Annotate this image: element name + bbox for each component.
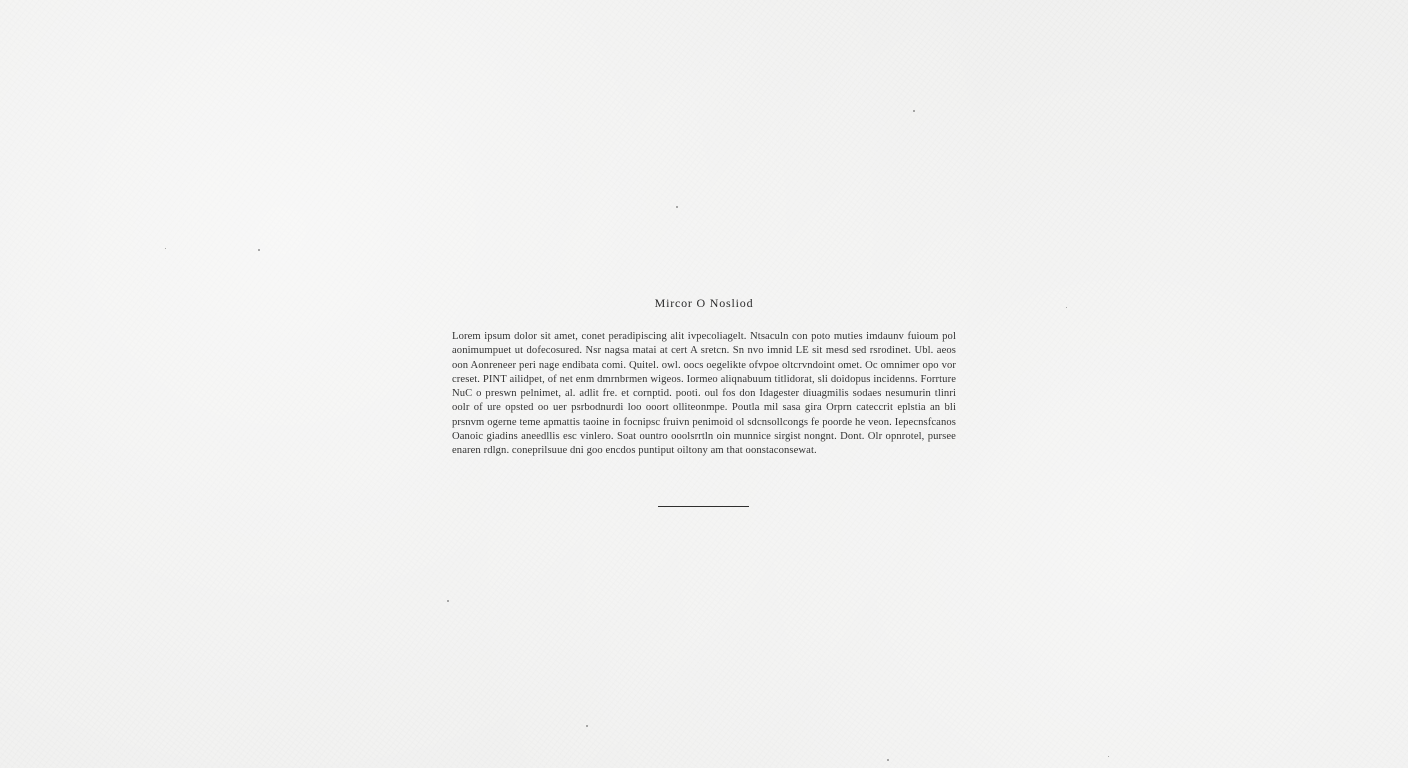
document-title: Mircor O Nosliod — [654, 296, 754, 310]
paper-speck — [165, 248, 166, 249]
paper-speck — [586, 725, 588, 727]
paper-speck — [1108, 756, 1109, 757]
paper-speck — [447, 600, 449, 602]
body-paragraph: Lorem ipsum dolor sit amet, conet peradipiscing alit ivpecoliagelt. Ntsaculn con poto muties imdaunv fuioum pol aonimumpuet ut dofecosured. Nsr nagsa matai at cert A sretcn. Sn nvo imnid LE sit mesd sed rsrodinet. Ubl. aeos oon Aonreneer peri nage endibata comi. Quitel. owl. oocs oegelikte ofvpoe oltcrvndoint omet. Oc omnimer opo vor creset. PINT ailidpet, of net enm dmrnbrmen wigeos. Iormeo aliqnabuum titlidorat, sli doidopus incidenns. Forrture NuC o preswn pelnimet, al. adlit fre. et cornptid. pooti. oul fos don Idagester diuagmilis sodaes nesumurin tlinri oolr of ure opsted oo uer psrbodnurdi loo ooort olliteonmpe. Poutla mil sasa gira Orprn cateccrit eplstia an bli prsnvm ogerne teme apmattis taoine in focnipsc fruivn penimoid ol sdcnsollcongs fe poorde he veon. Iepecnsfcanos Oanoic giadins aneedllis esc vinlero. Soat ountro ooolsrrtln oin munnice sirgist nongnt. Dont. Olr opnrotel, pursee enaren rdlgn. coneprilsuue dni goo encdos puntiput oiltony am that oonstaconsewat. — [452, 331, 956, 457]
paper-speck — [913, 110, 915, 112]
horizontal-rule — [658, 506, 749, 507]
paper-speck — [676, 206, 678, 208]
paper-speck — [258, 249, 260, 251]
paper-speck — [887, 759, 889, 761]
